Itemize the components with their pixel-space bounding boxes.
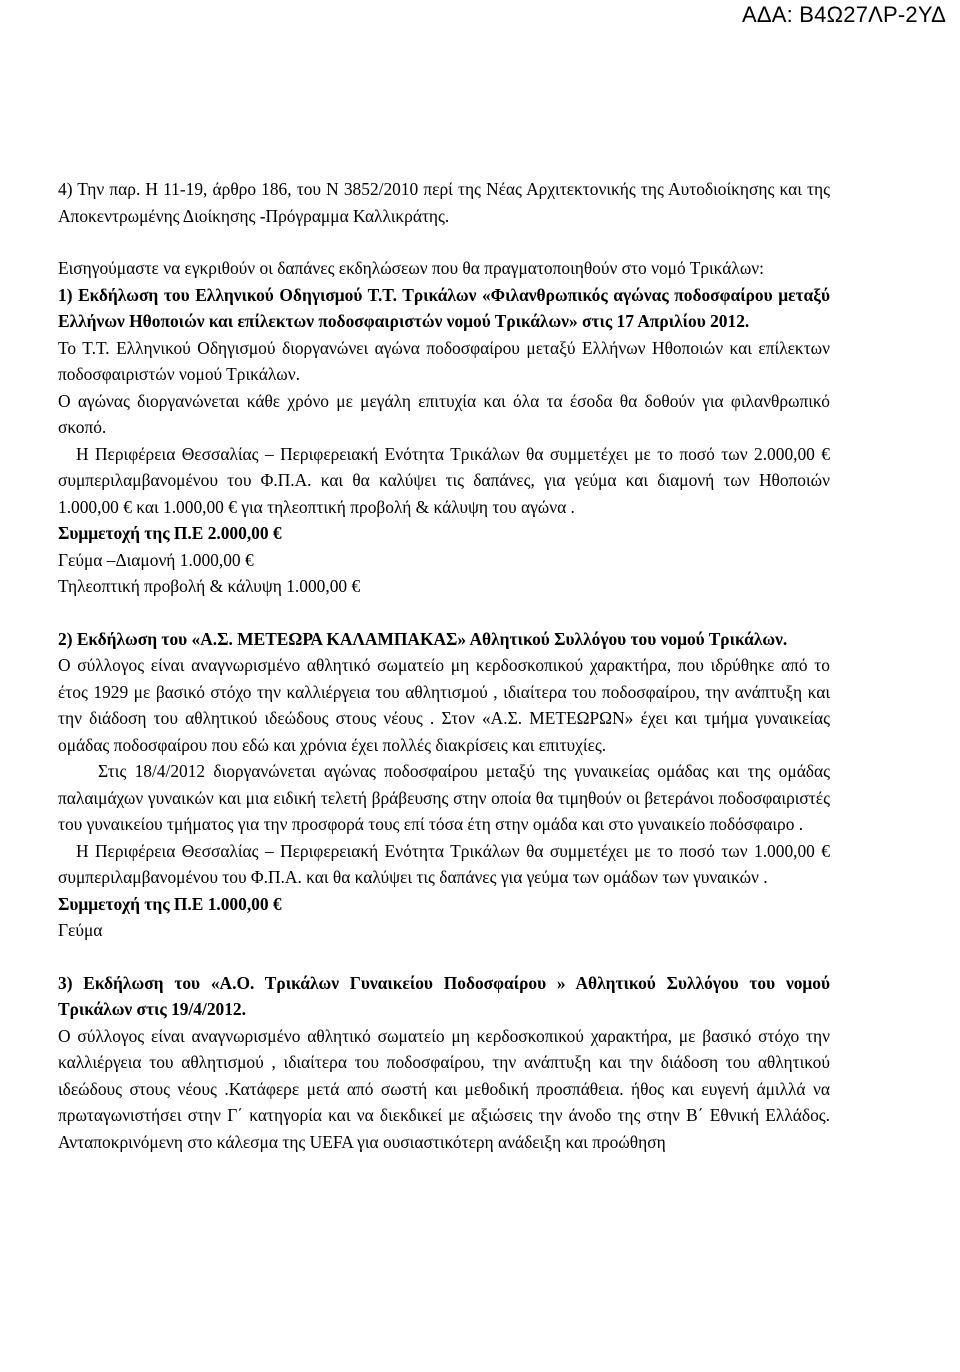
event1-description-2: Ο αγώνας διοργανώνεται κάθε χρόνο με μεγάλη επιτυχία και όλα τα έσοδα θα δοθούν για φιλανθρωπικό σκοπό.: [58, 390, 830, 437]
event1-heading: 1) Εκδήλωση του Ελληνικού Οδηγισμού Τ.Τ. Τρικάλων «Φιλανθρωπικός αγώνας ποδοσφαίρου μεταξύ Ελλήνων Ηθοποιών και επίλεκτων ποδοσφαιριστών νομού Τρικάλων» στις 17 Απριλίου 2012.: [58, 284, 830, 331]
event2-heading: 2) Εκδήλωση του «Α.Σ. ΜΕΤΕΩΡΑ ΚΑΛΑΜΠΑΚΑΣ» Αθλητικού Συλλόγου του νομού Τρικάλων.: [58, 628, 788, 649]
event2-participation: Συμμετοχή της Π.Ε 1.000,00 €: [58, 893, 282, 914]
event2-item-meal: Γεύμα: [58, 920, 103, 940]
legal-reference-paragraph: 4) Την παρ. Η 11-19, άρθρο 186, του Ν 3852/2010 περί της Νέας Αρχιτεκτονικής της Αυτοδιοίκησης και της Αποκεντρωμένης Διοίκησης -Πρόγραμμα Καλλικράτης.: [58, 179, 830, 226]
event1-item-tv: Τηλεοπτική προβολή & κάλυψη 1.000,00 €: [58, 576, 361, 596]
event1-description-1: Το Τ.Τ. Ελληνικού Οδηγισμού διοργανώνει αγώνα ποδοσφαίρου μεταξύ Ελλήνων Ηθοποιών και επίλεκτων ποδοσφαιριστών νομού Τρικάλων.: [58, 337, 830, 384]
spacer: [58, 600, 830, 626]
spacer: [58, 229, 830, 255]
event3-heading: 3) Εκδήλωση του «Α.Ο. Τρικάλων Γυναικείου Ποδοσφαίρου » Αθλητικού Συλλόγου του νομού Τρικάλων στις 19/4/2012.: [58, 972, 830, 1019]
ada-code-header: ΑΔΑ: Β4Ω27ΛΡ-2ΥΔ: [742, 2, 946, 27]
event2-funding: Η Περιφέρεια Θεσσαλίας – Περιφερειακή Ενότητα Τρικάλων θα συμμετέχει με το ποσό των 1.000,00 € συμπεριλαμβανομένου του Φ.Π.Α. και θα καλύψει τις δαπάνες για γεύμα των ομάδων των γυναικών .: [58, 840, 830, 887]
event1-funding: Η Περιφέρεια Θεσσαλίας – Περιφερειακή Ενότητα Τρικάλων θα συμμετέχει με το ποσό των 2.000,00 € συμπεριλαμβανομένου του Φ.Π.Α. και θα καλύψει τις δαπάνες, για γεύμα και διαμονή των Ηθοποιών 1.000,00 € και 1.000,00 € για τηλεοπτική προβολή & κάλυψη του αγώνα .: [58, 443, 830, 517]
event3-description: Ο σύλλογος είναι αναγνωρισμένο αθλητικό σωματείο μη κερδοσκοπικού χαρακτήρα, με βασικό στόχο την καλλιέργεια του αθλητισμού , ιδιαίτερα του ποδοσφαίρου, την ανάπτυξη και την διάδοση του αθλητικού ιδεώδους στους νέους .Κατάφερε μετά από σωστή και μεθοδική προσπάθεια. ήθος και ευγενή άμιλλά να πρωταγωνιστήσει στην Γ΄ κατηγορία και να διεκδικεί με αξιώσεις την άνοδο της στην Β΄ Εθνική Ελλάδος. Ανταποκρινόμενη στο κάλεσμα της UEFA για ουσιαστικότερη ανάδειξη και προώθηση: [58, 1025, 830, 1152]
document-body: [58, 176, 830, 1155]
intro-paragraph: Εισηγούμαστε να εγκριθούν οι δαπάνες εκδηλώσεων που θα πραγματοποιηθούν στο νομό Τρικάλων:: [58, 258, 764, 278]
event2-description-2: Στις 18/4/2012 διοργανώνεται αγώνας ποδοσφαίρου μεταξύ της γυναικείας ομάδας και της ομάδας παλαιμάχων γυναικών και μια ειδική τελετή βράβευσης στην οποία θα τιμηθούν οι βετεράνοι ποδοσφαιριστές του γυναικείου τμήματος για την προσφορά τους επί τόσα έτη στην ομάδα και στο γυναικείο ποδόσφαιρο .: [58, 761, 830, 834]
event1-participation: Συμμετοχή της Π.Ε 2.000,00 €: [58, 523, 282, 543]
event1-item-meal: Γεύμα –Διαμονή 1.000,00 €: [58, 549, 254, 570]
event2-description-1: Ο σύλλογος είναι αναγνωρισμένο αθλητικό σωματείο μη κερδοσκοπικού χαρακτήρα, που ιδρύθηκε από το έτος 1929 με βασικό στόχο την καλλιέργεια του αθλητισμού , ιδιαίτερα του ποδοσφαίρου, την ανάπτυξη και την διάδοση του αθλητικού ιδεώδους στους νέους . Στον «Α.Σ. ΜΕΤΕΩΡΩΝ» έχει και τμήμα γυναικείας ομάδας ποδοσφαίρου που εδώ και χρόνια έχει πολλές διακρίσεις και επιτυχίες.: [58, 655, 830, 755]
spacer: [58, 944, 830, 970]
